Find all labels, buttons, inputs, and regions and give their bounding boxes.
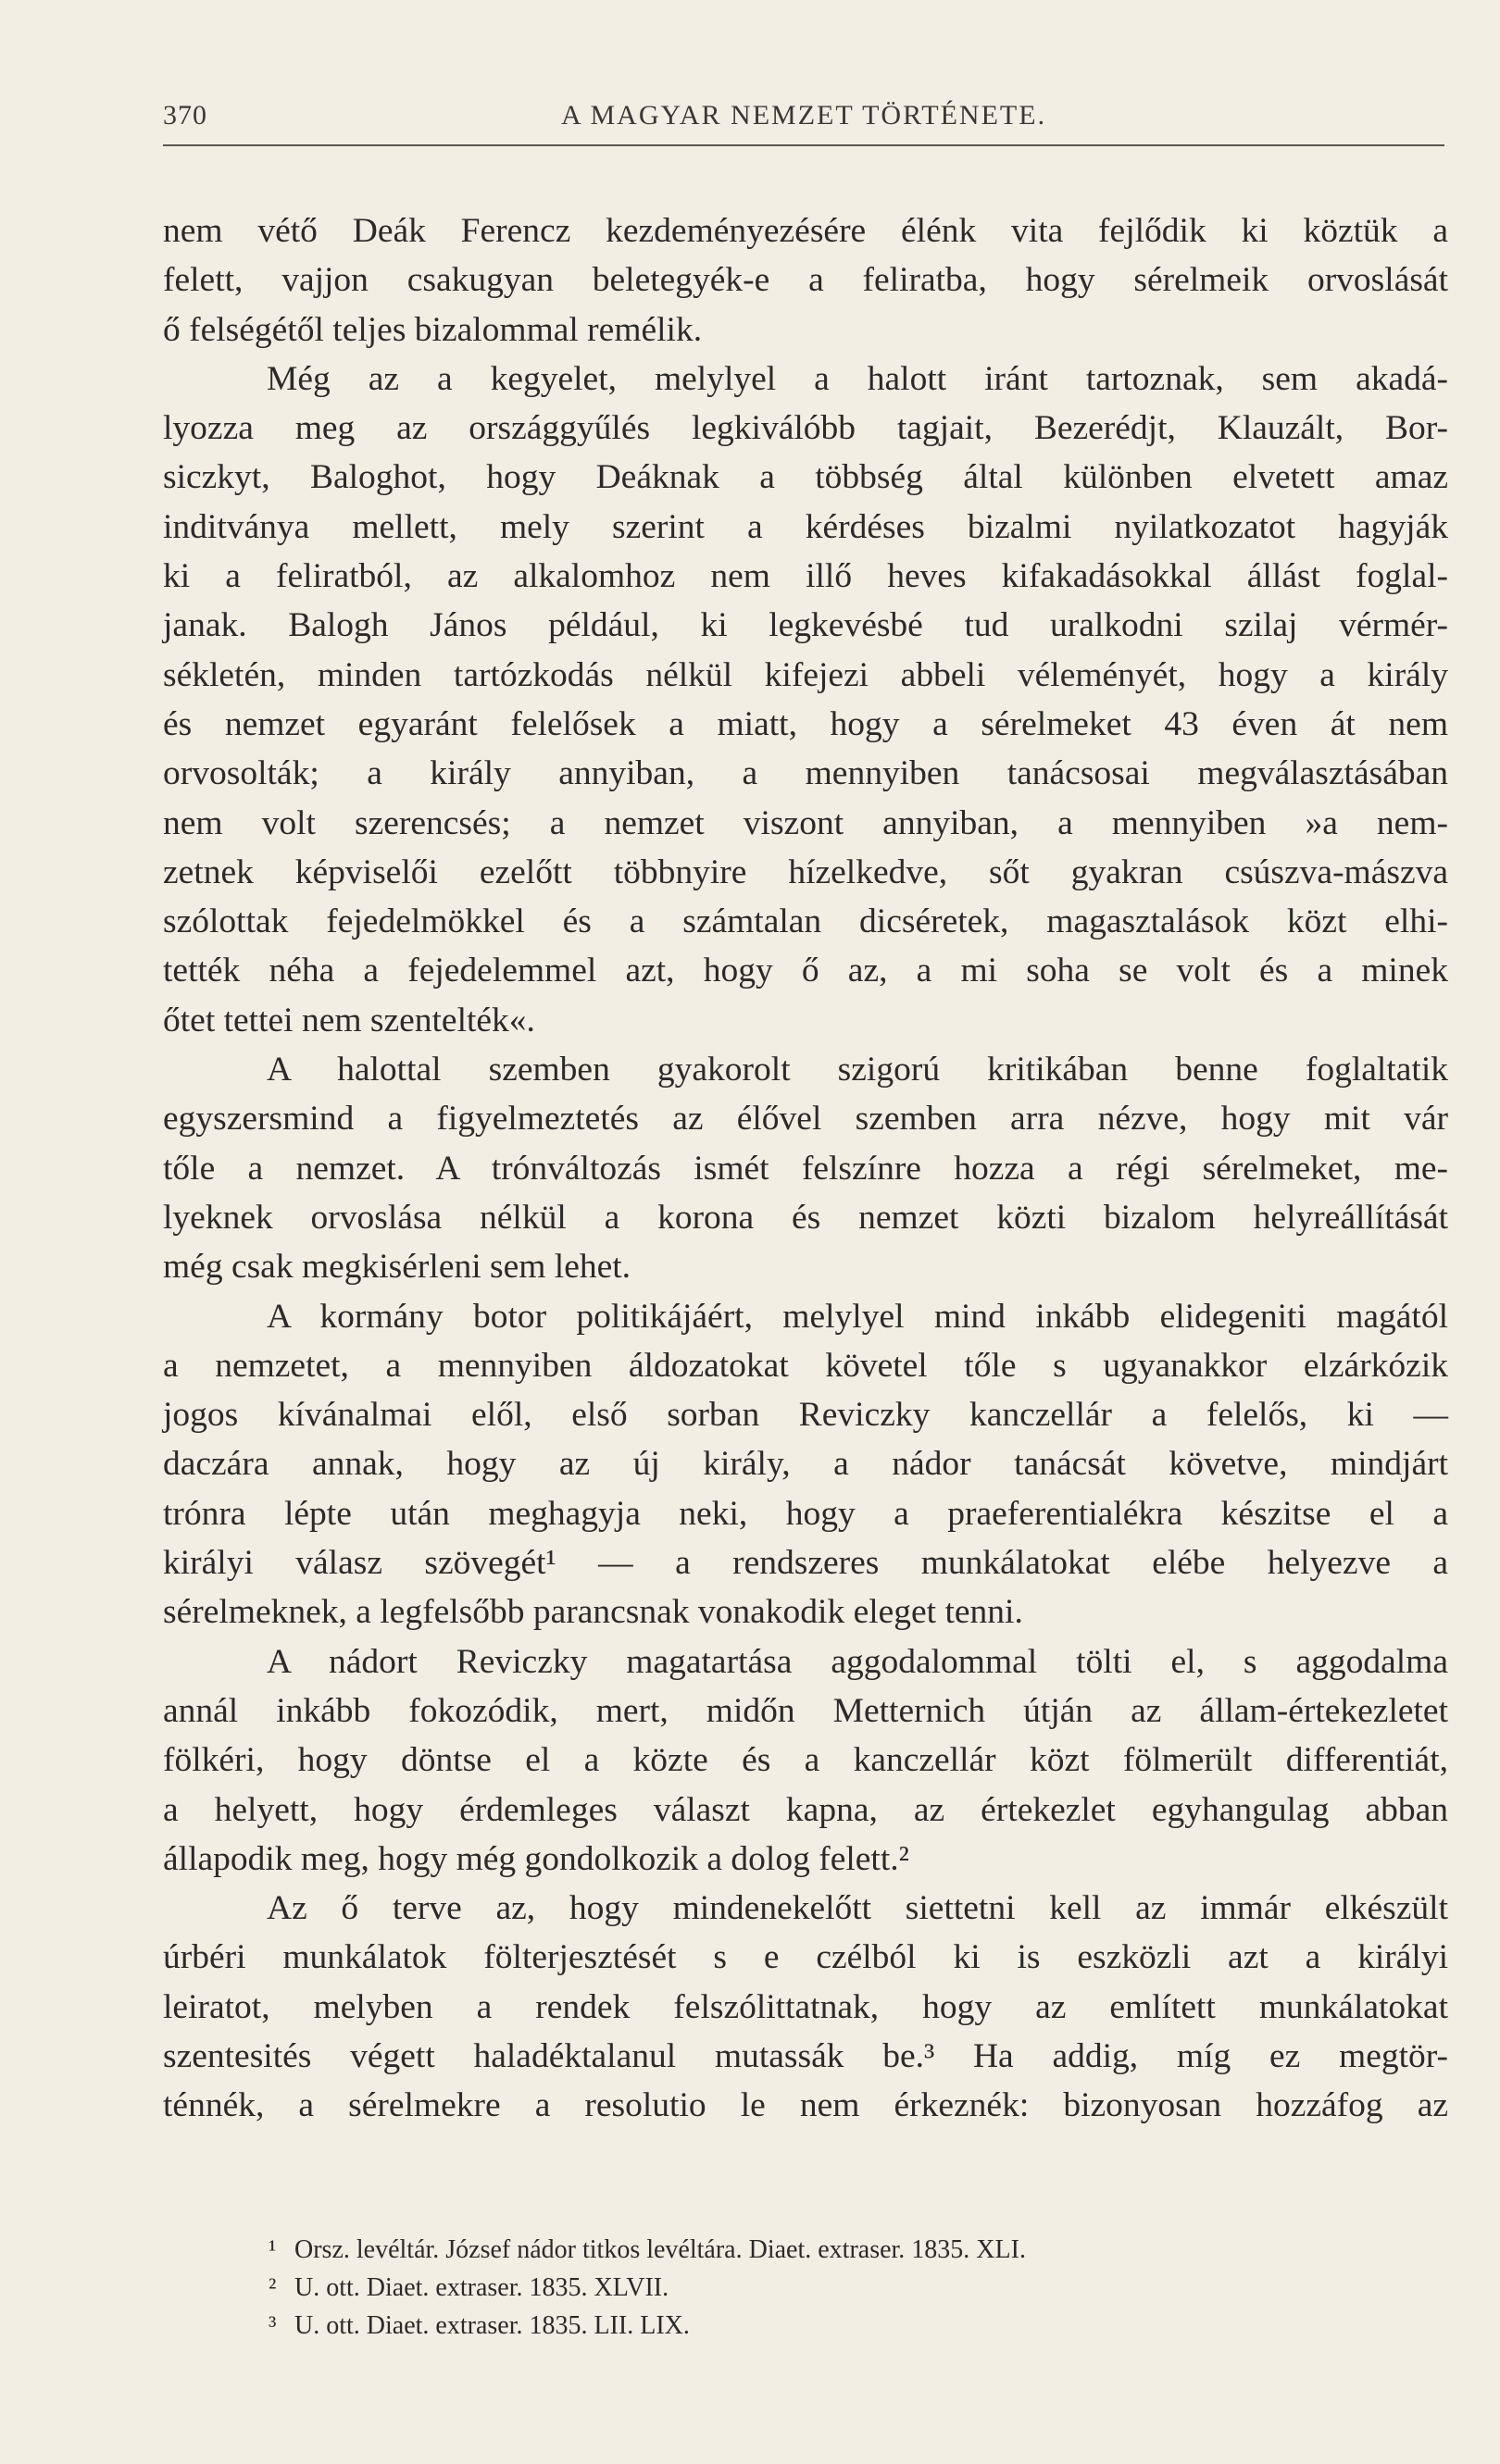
text-line: lyeknek orvoslása nélkül a korona és nemzet közti bizalom helyreállítását	[163, 1198, 1448, 1237]
footnote	[269, 2307, 1444, 2345]
text-line: nem volt szerencsés; a nemzet viszont annyiban, a mennyiben »a nem-	[163, 803, 1448, 842]
text-line: tőle a nemzet. A trónváltozás ismét felszínre hozza a régi sérelmeket, me-	[163, 1149, 1448, 1188]
text-line: siczkyt, Baloghot, hogy Deáknak a többség által különben elvetett amaz	[163, 458, 1448, 497]
text-line: ki a feliratból, az alkalomhoz nem illő heves kifakadásokkal állást foglal-	[163, 557, 1448, 596]
footnote-text: Orsz. levéltár. József nádor titkos levéltára. Diaet. extraser. 1835. XLI.	[294, 2235, 1026, 2264]
text-line: ő felségétől teljes bizalommal remélik.	[163, 310, 703, 349]
text-line: A nádort Reviczky magatartása aggodalommal tölti el, s aggodalma	[267, 1642, 1448, 1681]
text-line: Az ő terve az, hogy mindenekelőtt siettetni kell az immár elkészült	[267, 1889, 1448, 1928]
text-line: nem vétő Deák Ferencz kezdeményezésére élénk vita fejlődik ki köztük a	[163, 212, 1448, 250]
header-rule	[163, 144, 1444, 146]
text-line: szentesités végett haladéktalanul mutassák be.³ Ha addig, míg ez megtör-	[163, 2036, 1448, 2075]
text-line: még csak megkisérleni sem lehet.	[163, 1248, 631, 1287]
footnotes	[269, 2231, 1444, 2345]
text-line: leiratot, melyben a rendek felszólittatnak, hogy az említett munkálatokat	[163, 1987, 1448, 2026]
running-title: A MAGYAR NEMZET TÖRTÉNETE.	[561, 100, 1047, 131]
footnote	[269, 2231, 1444, 2269]
text-line: a helyett, hogy érdemleges választ kapna, az értekezlet egyhangulag abban	[163, 1790, 1448, 1829]
text-line: A halottal szemben gyakorolt szigorú kritikában benne foglaltatik	[267, 1051, 1448, 1089]
footnote-text: U. ott. Diaet. extraser. 1835. LII. LIX.	[294, 2311, 690, 2340]
text-line: tették néha a fejedelemmel azt, hogy ő az, a mi soha se volt és a minek	[163, 952, 1448, 990]
footnote-mark: ³	[269, 2311, 277, 2340]
text-line: fölkéri, hogy döntse el a közte és a kanczellár közt fölmerült differentiát,	[163, 1741, 1448, 1780]
text-line: zetnek képviselői ezelőtt többnyire hízelkedve, sőt gyakran csúszva-mászva	[163, 852, 1448, 891]
text-line: janak. Balogh János például, ki legkevésbé tud uralkodni szilaj vérmér-	[163, 606, 1448, 645]
text-line: Még az a kegyelet, melylyel a halott iránt tartoznak, sem akadá-	[267, 359, 1448, 398]
text-line: őtet tettei nem szentelték«.	[163, 1001, 535, 1039]
footnote-mark: ²	[269, 2273, 277, 2302]
text-line: orvosolták; a király annyiban, a mennyiben tanácsosai megválasztásában	[163, 754, 1448, 793]
text-line: daczára annak, hogy az új király, a nádor tanácsát követve, mindjárt	[163, 1445, 1448, 1484]
page-number: 370	[163, 100, 207, 131]
text-line: szólottak fejedelmökkel és a számtalan dicséretek, magasztalások közt elhi-	[163, 902, 1448, 941]
text-line: sékletén, minden tartózkodás nélkül kifejezi abbeli véleményét, hogy a király	[163, 655, 1448, 694]
footnote	[269, 2269, 1444, 2307]
text-line: a nemzetet, a mennyiben áldozatokat követel tőle s ugyanakkor elzárkózik	[163, 1346, 1448, 1385]
text-line: állapodik meg, hogy még gondolkozik a dolog felett.²	[163, 1839, 909, 1878]
footnote-mark: ¹	[269, 2235, 277, 2264]
page-header	[163, 93, 1444, 143]
text-line: sérelmeknek, a legfelsőbb parancsnak vonakodik eleget tenni.	[163, 1593, 1023, 1632]
footnote-text: U. ott. Diaet. extraser. 1835. XLVII.	[294, 2273, 669, 2302]
text-line: ténnék, a sérelmekre a resolutio le nem érkeznék: bizonyosan hozzáfog az	[163, 2086, 1448, 2125]
text-line: és nemzet egyaránt felelősek a miatt, hogy a sérelmeket 43 éven át nem	[163, 704, 1448, 743]
body-text	[163, 206, 1448, 2131]
text-line: A kormány botor politikájáért, melylyel mind inkább elidegeniti magától	[267, 1297, 1448, 1336]
text-line: lyozza meg az országgyűlés legkiválóbb tagjait, Bezerédjt, Klauzált, Bor-	[163, 409, 1448, 448]
text-line: jogos kívánalmai elől, első sorban Reviczky kanczellár a felelős, ki —	[163, 1396, 1448, 1435]
text-line: egyszersmind a figyelmeztetés az élővel szemben arra nézve, hogy mit vár	[163, 1100, 1448, 1139]
text-line: felett, vajjon csakugyan beletegyék-e a feliratba, hogy sérelmeik orvoslását	[163, 261, 1448, 300]
text-line: úrbéri munkálatok fölterjesztését s e czélból ki is eszközli azt a királyi	[163, 1938, 1448, 1977]
text-line: királyi válasz szövegét¹ — a rendszeres munkálatokat elébe helyezve a	[163, 1544, 1448, 1583]
text-line: annál inkább fokozódik, mert, midőn Metternich útján az állam-értekezletet	[163, 1691, 1448, 1730]
text-line: trónra lépte után meghagyja neki, hogy a praeferentialékra készitse el a	[163, 1494, 1448, 1533]
text-line: inditványa mellett, mely szerint a kérdéses bizalmi nyilatkozatot hagyják	[163, 507, 1448, 546]
